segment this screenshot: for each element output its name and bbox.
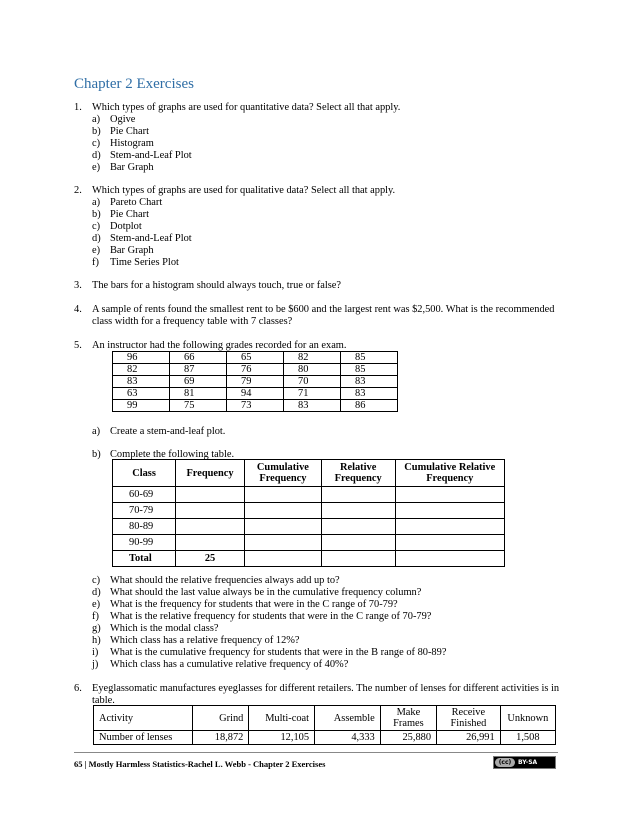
grade-cell: 87 <box>170 364 227 376</box>
option-text: Ogive <box>110 114 136 125</box>
value-cell: 25,880 <box>380 731 436 745</box>
blank-cell <box>245 551 322 567</box>
option-label: h) <box>92 635 101 646</box>
table-row <box>113 535 505 551</box>
column-header: Make Frames <box>380 706 436 731</box>
column-header: Cumulative Relative Frequency <box>395 460 504 487</box>
grade-cell: 75 <box>170 400 227 412</box>
question-number: 2. <box>74 185 82 196</box>
option-text: What is the relative frequency for students that were in the C range of 70-79? <box>110 611 432 622</box>
option-item <box>92 635 564 647</box>
grade-cell: 82 <box>284 352 341 364</box>
grade-cell: 76 <box>227 364 284 376</box>
question-number: 6. <box>74 683 82 694</box>
table-row <box>113 519 505 535</box>
option-text: What should the relative frequencies always add up to? <box>110 575 340 586</box>
option-item <box>92 233 564 245</box>
option-text: Pareto Chart <box>110 197 163 208</box>
option-text: What is the frequency for students that were in the C range of 70-79? <box>110 599 398 610</box>
question-number: 4. <box>74 304 82 315</box>
question-text: An instructor had the following grades recorded for an exam. <box>92 340 347 351</box>
option-item <box>92 150 564 162</box>
option-text: Which is the modal class? <box>110 623 219 634</box>
option-text: Bar Graph <box>110 162 154 173</box>
value-cell: 4,333 <box>315 731 381 745</box>
option-item <box>92 126 564 138</box>
grades-row <box>113 400 398 412</box>
option-label: a) <box>92 197 101 208</box>
option-text: Histogram <box>110 138 154 149</box>
column-header: Grind <box>193 706 249 731</box>
cc-license-badge <box>493 756 556 769</box>
option-label: f) <box>92 257 99 268</box>
option-text: What is the cumulative frequency for students that were in the B range of 80-89? <box>110 647 447 658</box>
option-item <box>92 623 564 635</box>
option-text: Pie Chart <box>110 209 149 220</box>
class-cell: 80-89 <box>113 519 176 535</box>
column-header: Receive Finished <box>437 706 501 731</box>
grade-cell: 66 <box>170 352 227 364</box>
cc-icon: (cc) <box>495 758 515 767</box>
option-text: What should the last value always be in the cumulative frequency column? <box>110 587 422 598</box>
blank-cell <box>245 487 322 503</box>
page-footer: 65 | Mostly Harmless Statistics-Rachel L. Webb - Chapter 2 Exercises <box>74 759 326 769</box>
grade-cell: 85 <box>341 352 398 364</box>
option-item <box>92 245 564 257</box>
option-item <box>92 221 564 233</box>
grade-cell: 70 <box>284 376 341 388</box>
option-text: Pie Chart <box>110 126 149 137</box>
option-text: Stem-and-Leaf Plot <box>110 233 192 244</box>
page-title: Chapter 2 Exercises <box>74 76 194 92</box>
grade-cell: 96 <box>113 352 170 364</box>
grade-cell: 83 <box>341 376 398 388</box>
option-label: g) <box>92 623 101 634</box>
question-2 <box>74 185 564 269</box>
lenses-table <box>93 705 556 745</box>
option-label: c) <box>92 575 101 586</box>
value-cell: 18,872 <box>193 731 249 745</box>
question-number: 3. <box>74 280 82 291</box>
table-row <box>113 551 505 567</box>
option-list <box>92 197 564 269</box>
grade-cell: 85 <box>341 364 398 376</box>
grade-cell: 83 <box>341 388 398 400</box>
option-item <box>92 659 564 671</box>
grades-row <box>113 388 398 400</box>
question-text: Which types of graphs are used for qualitative data? Select all that apply. <box>92 185 396 196</box>
question-text: Eyeglassomatic manufactures eyeglasses for different retailers. The number of lenses for different activities is in table. <box>92 683 560 706</box>
grade-cell: 79 <box>227 376 284 388</box>
license-text: BY-SA <box>518 759 538 766</box>
question-number: 5. <box>74 340 82 351</box>
class-cell: 70-79 <box>113 503 176 519</box>
option-item <box>92 257 564 269</box>
option-label: d) <box>92 587 101 598</box>
grades-row <box>113 376 398 388</box>
subpart-list <box>92 575 564 671</box>
table-row <box>113 487 505 503</box>
grade-cell: 94 <box>227 388 284 400</box>
blank-cell <box>245 535 322 551</box>
grade-cell: 83 <box>284 400 341 412</box>
question-4 <box>74 304 564 328</box>
sub-label: a) <box>92 426 101 437</box>
frequency-table <box>112 459 505 567</box>
question-5-subparts <box>74 575 564 671</box>
table-row <box>113 503 505 519</box>
option-text: Which class has a relative frequency of 12%? <box>110 635 300 646</box>
value-cell: 26,991 <box>437 731 501 745</box>
option-label: e) <box>92 245 101 256</box>
grade-cell: 81 <box>170 388 227 400</box>
question-text: Which types of graphs are used for quantitative data? Select all that apply. <box>92 102 401 113</box>
question-5a <box>74 426 564 438</box>
column-header: Class <box>113 460 176 487</box>
option-item <box>92 611 564 623</box>
blank-cell <box>395 551 504 567</box>
option-item <box>92 138 564 150</box>
option-label: b) <box>92 126 101 137</box>
blank-cell <box>321 551 395 567</box>
class-cell: 60-69 <box>113 487 176 503</box>
option-text: Time Series Plot <box>110 257 179 268</box>
option-item <box>92 197 564 209</box>
value-cell: 12,105 <box>249 731 315 745</box>
option-label: d) <box>92 233 101 244</box>
option-label: e) <box>92 162 101 173</box>
question-1 <box>74 102 564 174</box>
frequency-cell <box>176 519 245 535</box>
option-item <box>92 114 564 126</box>
column-header: Assemble <box>315 706 381 731</box>
option-item <box>92 647 564 659</box>
blank-cell <box>321 487 395 503</box>
option-item <box>92 209 564 221</box>
option-label: j) <box>92 659 99 670</box>
grade-cell: 82 <box>113 364 170 376</box>
option-label: c) <box>92 138 101 149</box>
option-label: e) <box>92 599 101 610</box>
class-cell: 90-99 <box>113 535 176 551</box>
grade-cell: 83 <box>113 376 170 388</box>
option-item <box>92 587 564 599</box>
option-list <box>92 114 564 174</box>
blank-cell <box>245 503 322 519</box>
grade-cell: 80 <box>284 364 341 376</box>
blank-cell <box>245 519 322 535</box>
option-label: a) <box>92 114 101 125</box>
grades-row <box>113 352 398 364</box>
blank-cell <box>321 535 395 551</box>
option-text: Dotplot <box>110 221 142 232</box>
grade-cell: 63 <box>113 388 170 400</box>
grades-row <box>113 364 398 376</box>
grade-cell: 86 <box>341 400 398 412</box>
question-text: A sample of rents found the smallest rent to be $600 and the largest rent was $2,500. What is the recommended class width for a frequency table with 7 classes? <box>92 304 555 327</box>
sub-text: Create a stem-and-leaf plot. <box>110 426 226 437</box>
column-header: Unknown <box>500 706 555 731</box>
grades-table <box>112 351 398 412</box>
question-3 <box>74 280 564 292</box>
grade-cell: 71 <box>284 388 341 400</box>
footer-divider <box>74 752 558 753</box>
blank-cell <box>321 503 395 519</box>
sub-label: b) <box>92 449 101 460</box>
column-header: Frequency <box>176 460 245 487</box>
grade-cell: 99 <box>113 400 170 412</box>
value-cell: Number of lenses <box>94 731 193 745</box>
frequency-cell <box>176 503 245 519</box>
option-text: Bar Graph <box>110 245 154 256</box>
grade-cell: 69 <box>170 376 227 388</box>
blank-cell <box>395 535 504 551</box>
option-item <box>92 599 564 611</box>
frequency-cell: 25 <box>176 551 245 567</box>
column-header: Activity <box>94 706 193 731</box>
grade-cell: 73 <box>227 400 284 412</box>
class-cell: Total <box>113 551 176 567</box>
option-item <box>92 162 564 174</box>
blank-cell <box>321 519 395 535</box>
column-header: Relative Frequency <box>321 460 395 487</box>
option-label: f) <box>92 611 99 622</box>
frequency-cell <box>176 535 245 551</box>
blank-cell <box>395 487 504 503</box>
question-number: 1. <box>74 102 82 113</box>
grade-cell: 65 <box>227 352 284 364</box>
column-header: Cumulative Frequency <box>245 460 322 487</box>
option-label: b) <box>92 209 101 220</box>
option-text: Stem-and-Leaf Plot <box>110 150 192 161</box>
option-text: Which class has a cumulative relative frequency of 40%? <box>110 659 349 670</box>
option-label: d) <box>92 150 101 161</box>
column-header: Multi-coat <box>249 706 315 731</box>
option-label: i) <box>92 647 99 658</box>
option-label: c) <box>92 221 101 232</box>
option-item <box>92 575 564 587</box>
question-6 <box>74 683 564 707</box>
frequency-cell <box>176 487 245 503</box>
blank-cell <box>395 519 504 535</box>
sub-text: Complete the following table. <box>110 449 235 460</box>
question-text: The bars for a histogram should always touch, true or false? <box>92 280 342 291</box>
value-cell: 1,508 <box>500 731 555 745</box>
blank-cell <box>395 503 504 519</box>
